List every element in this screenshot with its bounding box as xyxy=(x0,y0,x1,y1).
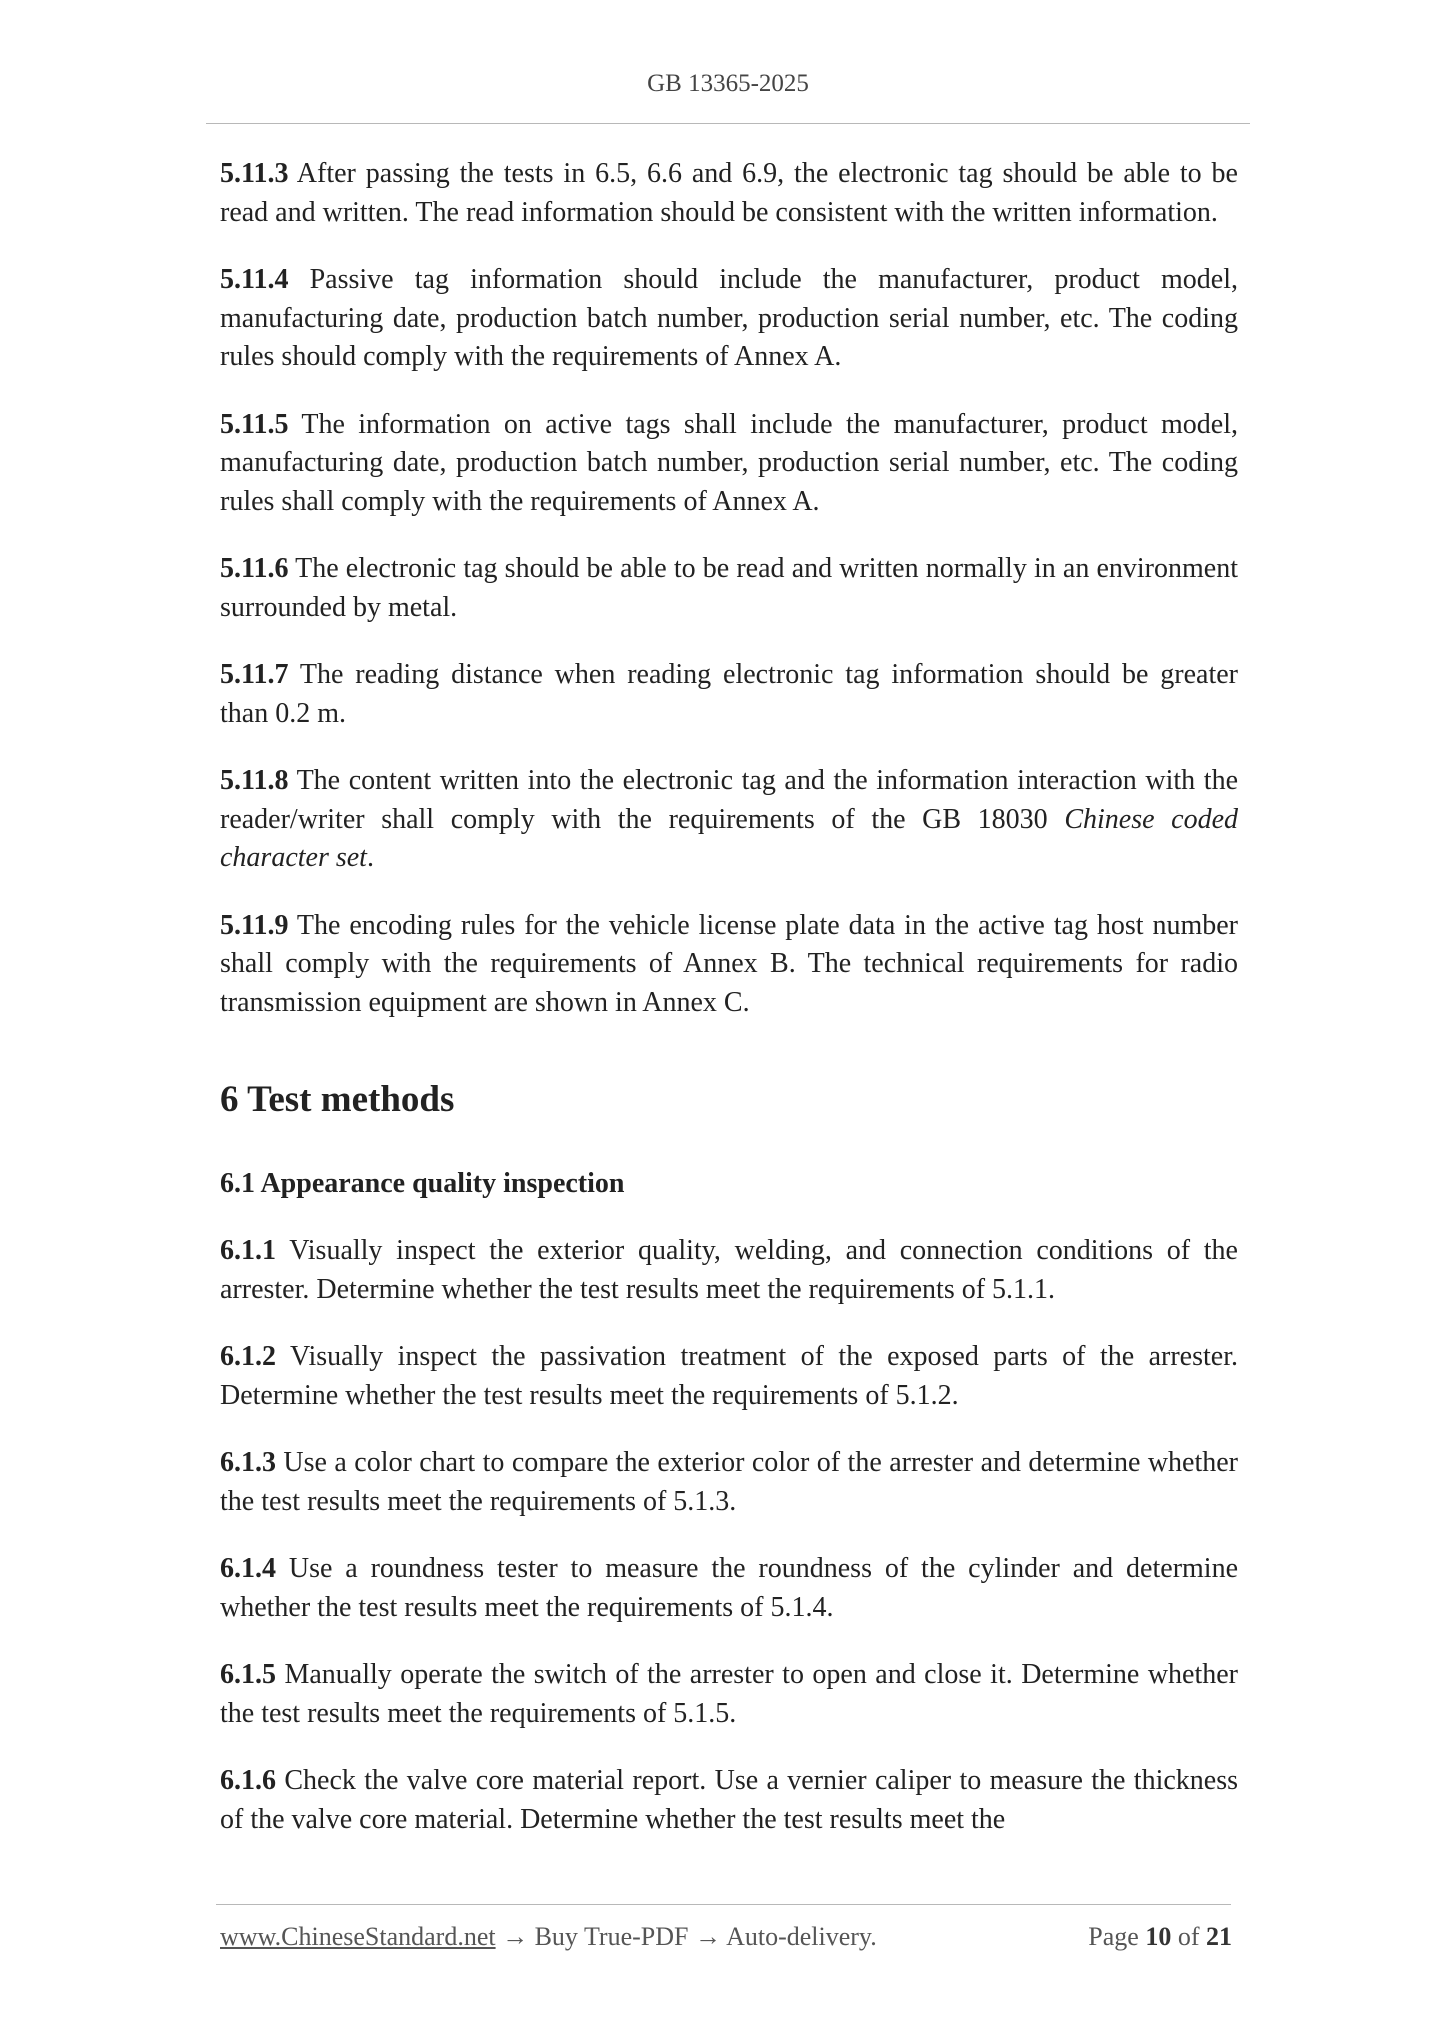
delivery-text: → Auto-delivery. xyxy=(695,1922,877,1951)
clause-number: 5.11.8 xyxy=(220,765,289,796)
page-number: 10 xyxy=(1145,1922,1172,1951)
clause-text: The reading distance when reading electronic tag information should be greater than 0.2 m. xyxy=(220,659,1238,729)
clause-5-11-5 xyxy=(220,406,1238,522)
clause-number: 5.11.6 xyxy=(220,553,289,584)
clause-5-11-7 xyxy=(220,656,1238,733)
of-word: of xyxy=(1177,1922,1200,1951)
clause-number: 6.1.5 xyxy=(220,1659,276,1690)
clause-text: The encoding rules for the vehicle license plate data in the active tag host number shall comply with the requirements of Annex B. The technical requirements for radio transmission equipment are shown in Annex C. xyxy=(220,909,1238,1018)
clause-5-11-9 xyxy=(220,907,1238,1023)
page-header: GB 13365-2025 xyxy=(647,70,809,97)
clause-number: 6.1.3 xyxy=(220,1447,276,1478)
clause-number: 6.1.4 xyxy=(220,1553,276,1584)
standard-title: Chinese coded character set xyxy=(220,803,1239,873)
clause-text: Passive tag information should include the manufacturer, product model, manufacturing date, production batch number, production serial number, etc. The coding rules should comply with the requirements of Annex A. xyxy=(220,264,1238,372)
clause-number: 6.1.1 xyxy=(220,1235,276,1266)
buy-text: → Buy True-PDF xyxy=(495,1922,695,1951)
page-total: 21 xyxy=(1206,1922,1232,1951)
clause-5-11-4 xyxy=(220,261,1238,377)
clause-5-11-8 xyxy=(220,762,1238,878)
page-counter xyxy=(1088,1922,1232,1952)
page-footer xyxy=(220,1922,1232,1962)
clause-5-11-6 xyxy=(220,550,1238,627)
clause-number: 5.11.5 xyxy=(220,408,289,440)
page-word: Page xyxy=(1088,1922,1139,1951)
clause-number: 5.11.3 xyxy=(220,158,289,189)
subsection-heading-6-1: 6.1 Appearance quality inspection xyxy=(220,1168,625,1199)
clause-text: After passing the tests in 6.5, 6.6 and 6.9, the electronic tag should be able to be read and written. The read information should be consistent with the written information. xyxy=(220,158,1238,228)
header-divider xyxy=(206,123,1250,124)
clause-text: The content written into the electronic tag and the information interaction with the reader/writer shall comply with the requirements of the GB 18030 xyxy=(220,765,1238,835)
clause-text: Use a color chart to compare the exterior color of the arrester and determine whether the test results meet the requirements of 5.1.3. xyxy=(220,1447,1238,1517)
section-heading-6: 6 Test methods xyxy=(220,1079,455,1120)
clause-number: 5.11.9 xyxy=(220,909,289,941)
clause-6-1-4 xyxy=(220,1550,1238,1627)
clause-text: Visually inspect the exterior quality, welding, and connection conditions of the arrester. Determine whether the test results meet the requirements of 5.1.1. xyxy=(220,1235,1238,1305)
page-body xyxy=(220,155,1238,1867)
clause-number: 5.11.7 xyxy=(220,659,289,690)
clause-6-1-6 xyxy=(220,1762,1238,1839)
clause-text: Manually operate the switch of the arrester to open and close it. Determine whether the test results meet the requirements of 5.1.5. xyxy=(220,1659,1238,1729)
clause-text: The electronic tag should be able to be read and written normally in an environment surrounded by metal. xyxy=(220,553,1238,623)
clause-text: Check the valve core material report. Use a vernier caliper to measure the thickness of the valve core material. Determine whether the test results meet the xyxy=(220,1765,1238,1835)
clause-number: 6.1.2 xyxy=(220,1341,276,1372)
clause-text-end: . xyxy=(366,842,374,873)
clause-text: Use a roundness tester to measure the roundness of the cylinder and determine whether the test results meet the requirements of 5.1.4. xyxy=(220,1553,1238,1623)
clause-number: 6.1.6 xyxy=(220,1765,276,1796)
footer-promo xyxy=(220,1922,877,1952)
clause-text: The information on active tags shall include the manufacturer, product model, manufacturing date, production batch number, production serial number, etc. The coding rules shall comply with the requirements of Annex A. xyxy=(220,408,1238,517)
site-link[interactable]: www.ChineseStandard.net xyxy=(220,1922,496,1951)
clause-text: Visually inspect the passivation treatment of the exposed parts of the arrester. Determine whether the test results meet the requirements of 5.1.2. xyxy=(220,1341,1238,1411)
clause-6-1-2 xyxy=(220,1338,1238,1415)
clause-6-1-1 xyxy=(220,1232,1238,1309)
clause-6-1-5 xyxy=(220,1656,1238,1733)
clause-6-1-3 xyxy=(220,1444,1238,1521)
clause-number: 5.11.4 xyxy=(220,264,289,295)
footer-divider xyxy=(216,1904,1231,1905)
clause-5-11-3 xyxy=(220,155,1238,232)
